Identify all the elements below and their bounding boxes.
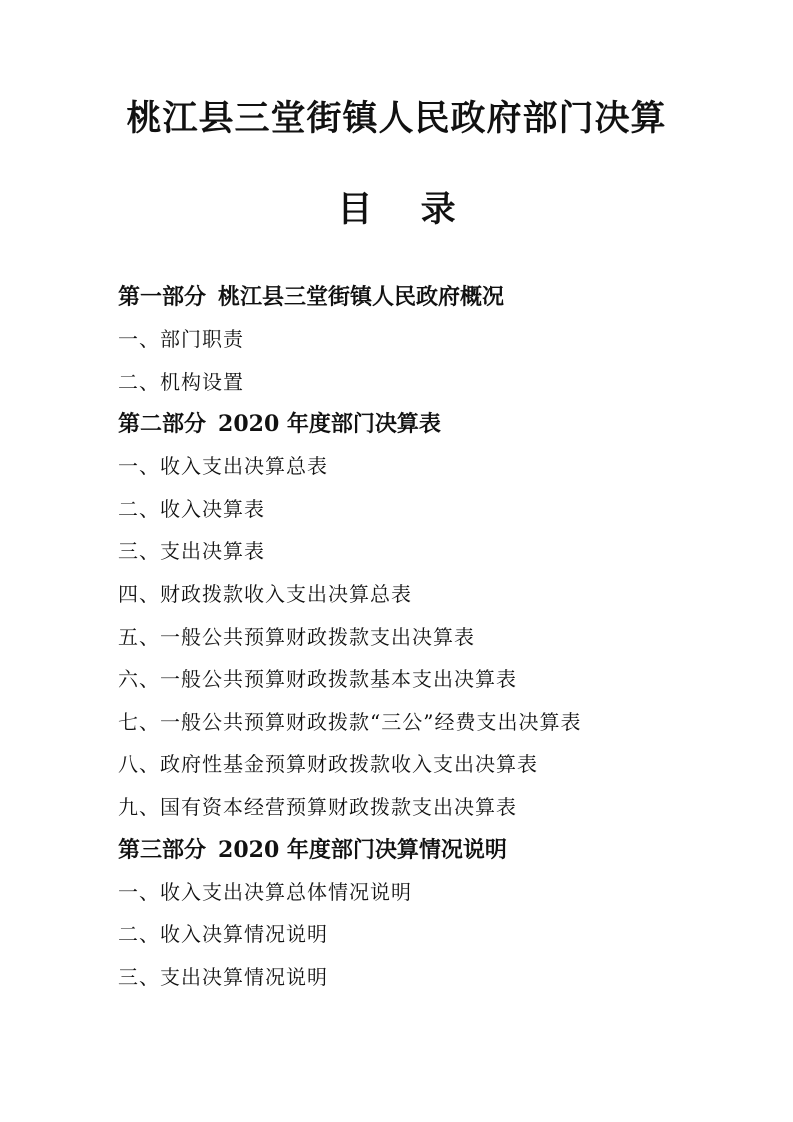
- toc-item[interactable]: 三、支出决算情况说明: [118, 964, 328, 989]
- toc-item[interactable]: 二、机构设置: [118, 369, 244, 394]
- toc-section-3-heading[interactable]: [118, 829, 758, 871]
- toc-title: 目 录: [337, 189, 474, 230]
- section-number: 第二部分: [118, 411, 207, 438]
- table-of-contents: [118, 276, 758, 998]
- toc-section-2-heading[interactable]: [118, 403, 758, 445]
- section-title: 2020 年度部门决算情况说明: [218, 836, 507, 863]
- section-title: 桃江县三堂街镇人民政府概况: [218, 284, 505, 310]
- toc-item[interactable]: 四、财政拨款收入支出决算总表: [118, 581, 412, 606]
- toc-item[interactable]: 八、政府性基金预算财政拨款收入支出决算表: [118, 752, 538, 777]
- document-title: 桃江县三堂街镇人民政府部门决算: [126, 98, 667, 139]
- toc-item[interactable]: 二、收入决算情况说明: [118, 922, 328, 947]
- toc-item[interactable]: 一、部门职责: [118, 327, 244, 351]
- toc-item[interactable]: 三、支出决算表: [118, 539, 265, 564]
- toc-item[interactable]: 九、国有资本经营预算财政拨款支出决算表: [118, 794, 517, 819]
- toc-item[interactable]: 二、收入决算表: [118, 496, 265, 521]
- toc-item[interactable]: 六、一般公共预算财政拨款基本支出决算表: [118, 667, 517, 692]
- toc-item[interactable]: 一、收入支出决算总表: [118, 454, 328, 479]
- toc-item[interactable]: 一、收入支出决算总体情况说明: [118, 879, 412, 904]
- toc-item[interactable]: 五、一般公共预算财政拨款支出决算表: [118, 624, 475, 649]
- section-number: 第一部分: [118, 284, 207, 310]
- toc-item[interactable]: 七、一般公共预算财政拨款“三公”经费支出决算表: [118, 709, 582, 734]
- section-number: 第三部分: [118, 836, 207, 863]
- section-title: 2020 年度部门决算表: [218, 411, 441, 438]
- toc-section-1-heading[interactable]: [118, 276, 758, 318]
